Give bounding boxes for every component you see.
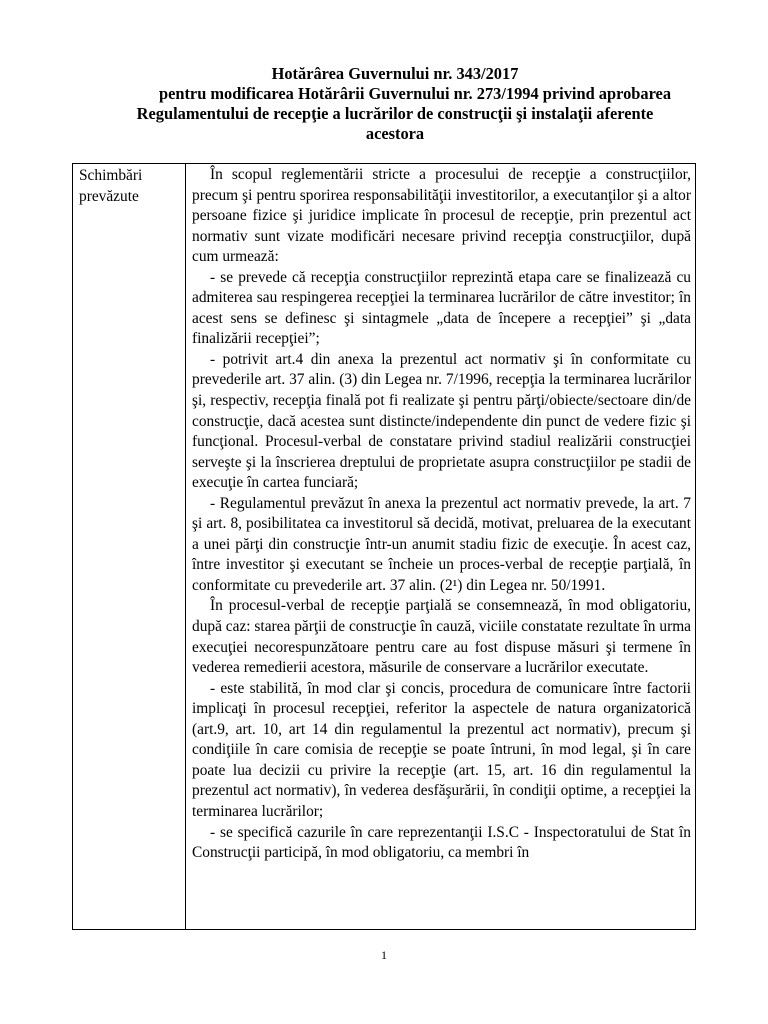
paragraph-partial-reception: În procesul-verbal de recepţie parţială se consemnează, în mod obligatoriu, după caz: starea părţii de construcţie în cauză, viciile constatate rezultate în urma execuţiei necorespunzătoare pentru care au fost dispuse măsuri şi termene în vederea remedierii acestora, măsurile de conservare a lucrărilor executate.	[192, 597, 691, 677]
paragraph-communication-procedure: - este stabilită, în mod clar şi concis, procedura de comunicare între factorii implicaţi în procesul recepţiei, referitor la aspectele de natura organizatorică (art.9, art. 10, art 14 din regulamentul la prezentul act normativ), precum şi condiţiile în care comisia de recepţie se poate întruni, în mod legal, şi în care poate lua decizii cu privire la recepţie (art. 15, art. 16 din regulamentul la prezentul act normativ), în vederea desfăşurării, în condiţii optime, a recepţiei la terminarea lucrărilor;	[192, 679, 691, 820]
paragraph-isc-participation: - se specifică cazurile în care reprezentanţii I.S.C - Inspectoratului de Stat în Construcţii participă, în mod obligatoriu, ca membri în	[192, 823, 691, 862]
title-line-2: pentru modificarea Hotărârii Guvernului nr. 273/1994 privind aprobarea	[158, 84, 672, 103]
title-line-3: Regulamentului de recepţie a lucrărilor de construcţii şi instalaţii aferente	[136, 104, 654, 123]
table-row-label: Schimbări prevăzute	[73, 164, 186, 929]
table-row-content	[186, 164, 695, 929]
page-number: 1	[381, 948, 387, 962]
paragraph-intro: În scopul reglementării stricte a procesului de recepţie a construcţiilor, precum şi pentru sporirea responsabilităţii investitorilor, a executanţilor şi a altor persoane fizice şi juridice implicate în procesul de recepţie, prin prezentul act normativ sunt vizate modificări necesare privind recepţia construcţiilor, după cum urmează:	[192, 166, 691, 266]
paragraph-reception-definition: - se prevede că recepţia construcţiilor reprezintă etapa care se finalizează cu admiterea sau respingerea recepţiei la terminarea lucrărilor de către investitor; în acest sens se definesc şi sintagmele „data de începere a recepţiei” şi „data finalizării recepţiei”;	[192, 268, 691, 348]
changes-table	[72, 163, 696, 930]
document-title	[90, 64, 700, 144]
title-line-4: acestora	[365, 124, 425, 143]
paragraph-art4: - potrivit art.4 din anexa la prezentul act normativ şi în conformitate cu prevederile art. 37 alin. (3) din Legea nr. 7/1996, recepţia la terminarea lucrărilor şi, respectiv, recepţia finală pot fi realizate şi pentru părţi/obiecte/sectoare din/de construcţie, dacă acestea sunt distincte/independente din punct de vedere fizic şi funcţional. Procesul-verbal de constatare privind stadiul realizării construcţiei serveşte şi la înscrierea dreptului de proprietate asupra construcţiilor pe stadii de execuţie în cartea funciară;	[192, 350, 691, 492]
paragraph-art7-art8: - Regulamentul prevăzut în anexa la prezentul act normativ prevede, la art. 7 şi art. 8, posibilitatea ca investitorul să decidă, motivat, preluarea de la executant a unei părţi din construcţie într-un anumit stadiu fizic de execuţie. În acest caz, între investitor şi executant se încheie un proces-verbal de recepţie parţială, în conformitate cu prevederile art. 37 alin. (2¹) din Legea nr. 50/1991.	[192, 494, 691, 594]
title-line-1: Hotărârea Guvernului nr. 343/2017	[271, 64, 519, 83]
